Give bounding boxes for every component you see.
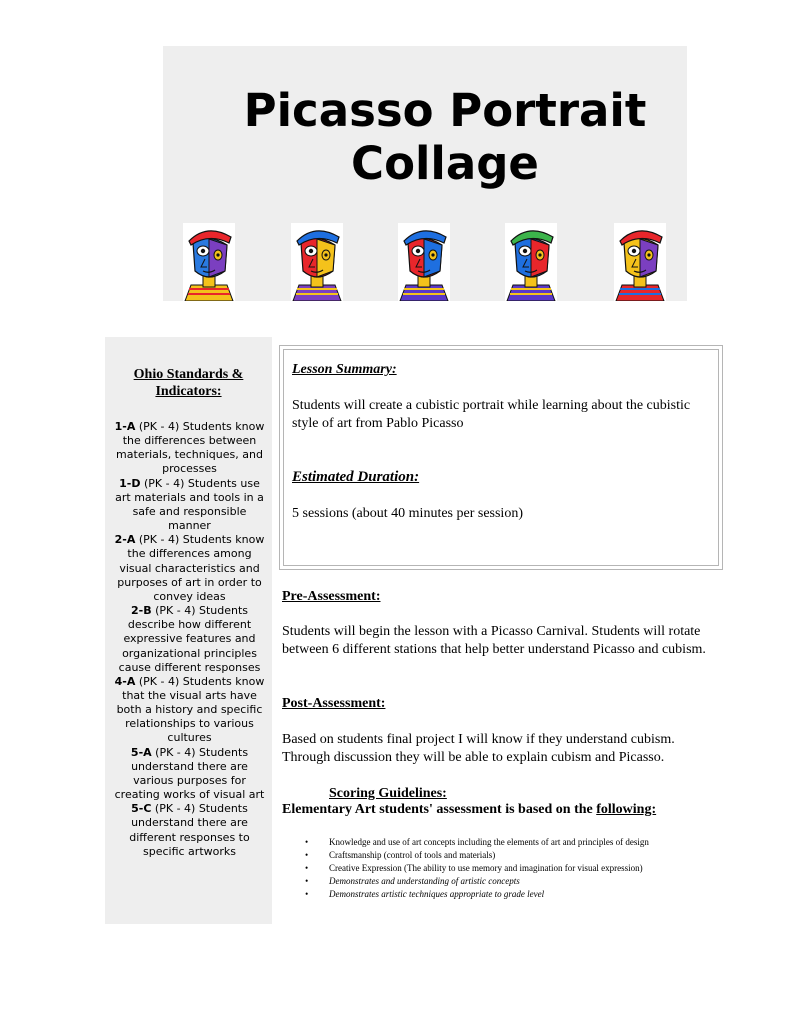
standard-text: (PK - 4) Students know the differences between materials, techniques, and processes bbox=[116, 420, 265, 476]
standards-sidebar bbox=[105, 337, 272, 924]
standard-code: 1-A bbox=[114, 420, 136, 433]
standard-code: 4-A bbox=[114, 674, 136, 688]
scoring-bullet: • Demonstrates artistic techniques appropriate to grade level bbox=[305, 888, 745, 901]
scoring-bullet: • Knowledge and use of art concepts including the elements of art and principles of design bbox=[305, 836, 745, 849]
standard-text: (PK - 4) Students understand there are various purposes for creating works of visual art bbox=[114, 745, 265, 802]
scoring-bullet: • Craftsmanship (control of tools and materials) bbox=[305, 849, 745, 862]
scoring-bullets bbox=[305, 836, 745, 901]
standard-item bbox=[113, 746, 266, 803]
standard-item bbox=[113, 420, 266, 477]
standard-code: 2-B bbox=[130, 604, 152, 618]
lesson-summary-box bbox=[279, 345, 723, 570]
page-title: Picasso Portrait Collage bbox=[243, 84, 647, 190]
picasso-portrait-image bbox=[183, 223, 235, 301]
standards-list bbox=[113, 420, 266, 859]
standard-text: (PK - 4) Students use art materials and tools in a safe and responsible manner bbox=[115, 476, 264, 533]
scoring-subheading-text: Elementary Art students' assessment is based on the following: bbox=[282, 802, 657, 817]
scoring-heading: Scoring Guidelines: bbox=[329, 786, 447, 801]
standard-text: (PK - 4) Students know the differences among visual characteristics and purposes of art in order to convey ideas bbox=[117, 533, 265, 603]
standard-code: 2-A bbox=[114, 533, 136, 547]
lesson-summary-inner bbox=[283, 349, 719, 566]
scoring-subheading bbox=[282, 802, 656, 818]
header-banner bbox=[163, 46, 687, 301]
standard-item bbox=[113, 802, 266, 859]
picasso-portrait-image bbox=[505, 223, 557, 301]
standard-code: 5-A bbox=[130, 745, 152, 759]
picasso-portrait-image bbox=[291, 223, 343, 301]
standard-text: (PK - 4) Students describe how different expressive features and organizational principles cause different responses bbox=[118, 604, 261, 674]
standard-code: 5-C bbox=[131, 802, 152, 816]
duration-heading: Estimated Duration: bbox=[292, 469, 420, 485]
pre-assessment-heading: Pre-Assessment: bbox=[282, 589, 381, 604]
standard-item bbox=[113, 533, 266, 604]
standard-code: 1-D bbox=[119, 476, 141, 490]
standards-heading: Ohio Standards & Indicators: bbox=[133, 367, 244, 399]
standard-text: (PK - 4) Students understand there are different responses to specific artworks bbox=[129, 802, 250, 858]
lesson-summary-text: Students will create a cubistic portrait while learning about the cubistic style of art from Pablo Picasso bbox=[292, 398, 691, 431]
standard-item bbox=[113, 604, 266, 675]
standard-item bbox=[113, 477, 266, 534]
scoring-bullet: • Demonstrates and understanding of artistic concepts bbox=[305, 875, 745, 888]
post-assessment-heading: Post-Assessment: bbox=[282, 696, 386, 711]
scoring-bullet: • Creative Expression (The ability to use memory and imagination for visual expression) bbox=[305, 862, 745, 875]
lesson-summary-heading: Lesson Summary: bbox=[292, 362, 397, 377]
scoring-subheading-underlined: following: bbox=[596, 802, 657, 817]
pre-assessment-text: Students will begin the lesson with a Picasso Carnival. Students will rotate between 6 different stations that help better understand Picasso and cubism. bbox=[282, 624, 706, 657]
standard-text: (PK - 4) Students know that the visual arts have both a history and specific relationships to various cultures bbox=[116, 674, 265, 745]
duration-text: 5 sessions (about 40 minutes per session) bbox=[292, 506, 523, 521]
picasso-portrait-image bbox=[398, 223, 450, 301]
standard-item bbox=[113, 675, 266, 746]
picasso-portrait-image bbox=[614, 223, 666, 301]
post-assessment-text: Based on students final project I will know if they understand cubism. Through discussion they will be able to explain cubism and Picasso. bbox=[282, 732, 675, 765]
